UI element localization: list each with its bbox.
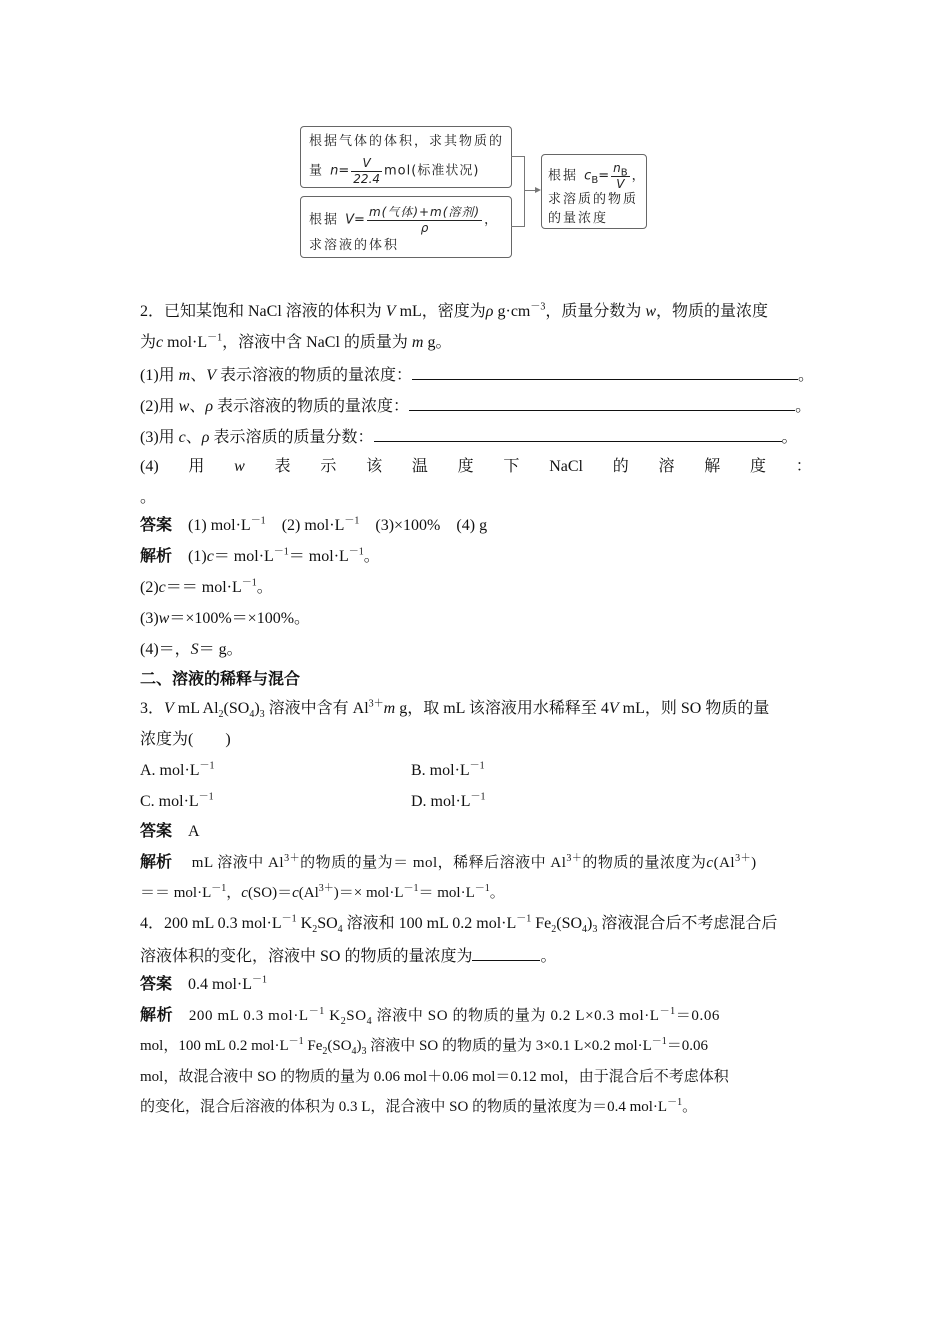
q3-option-c[interactable]: C. $mol\cdot L^{-1}$: [140, 791, 214, 810]
answer-blank-2[interactable]: [409, 394, 795, 411]
fraction-n-over-v: $\frac{n_B}{V}$: [613, 161, 628, 191]
q2-answer: 答案 (1) $mol\cdot L^{-1}$ (2) $mol\cdot L^{-1}$ (3)×100% (4) g: [140, 515, 488, 534]
answer-blank-4[interactable]: [472, 944, 540, 961]
q2-analysis-4: (4)＝，S＝ g。: [140, 641, 243, 658]
connector-line-top: [511, 156, 524, 157]
q2-part1: (1)用 m、V 表示溶液的物质的量浓度： 。: [140, 363, 830, 387]
q2-analysis-3: (3)w＝×100%＝×100%。: [140, 610, 311, 627]
section-heading: 二、溶液的稀释与混合: [140, 671, 301, 688]
connector-line-bottom: [511, 226, 524, 227]
q4-analysis-3: mol，故混合液中 SO 的物质的量为 0.06 mol＋0.06 mol＝0.12 mol，由于混合后不考虑体积: [140, 1069, 729, 1085]
q2-analysis-1: 解析 $(1)c= mol\cdot L^{-1}= mol\cdot L^{-1}$。: [140, 546, 380, 565]
q3-option-a[interactable]: A. $mol\cdot L^{-1}$: [140, 760, 215, 779]
q2-part4-end: 。: [140, 489, 157, 506]
box1-formula: 量 n= $\frac{V}{22.4}$ mol(标准状况): [309, 156, 480, 186]
q2-part4: (4) 用 w 表 示 该 温 度 下 NaCl 的 溶 解 度 ：: [140, 458, 812, 475]
q4-analysis-1: 解析 200 mL 0.3 $mol\cdot L^{-1}$ $K_2SO_4$ 溶液中 SO 的物质的量为 0.2 L×0.3 $mol\cdot L^{-1}=0.06$: [140, 1006, 721, 1027]
q4-answer: 答案 0.4 $mol\cdot L^{-1}$: [140, 974, 268, 993]
q3-option-b[interactable]: B. $mol\cdot L^{-1}$: [411, 760, 485, 779]
box2-line2: 求溶液的体积: [309, 238, 400, 253]
box2-formula: 根据 V= $\frac{\text{m(气体)+m(溶剂)}}{\rho}$ ，: [309, 205, 500, 235]
diagram-box-solution-volume: [300, 196, 512, 258]
box3-formula: 根据 $c_B=$ $\frac{n_B}{V}$ ，: [548, 161, 647, 191]
q4-analysis-2: mol，100 mL 0.2 $mol\cdot L^{-1}$ $Fe_2(SO_4)_3$ 溶液中 SO 的物质的量为 3×0.1 L×0.2 $mol\cdot L^{-1}=0.06$: [140, 1036, 709, 1057]
q2-line2: 为c $mol\cdot L^{-1}$，溶液中含 NaCl 的质量为 m g。: [140, 332, 452, 351]
q2-part3: (3)用 c、ρ 表示溶质的质量分数： 。: [140, 425, 812, 449]
q2-analysis-2: $(2)c== mol\cdot L^{-1}$。: [140, 577, 273, 596]
q3-option-d[interactable]: D. $mol\cdot L^{-1}$: [411, 791, 486, 810]
q3-line2: 浓度为( ): [140, 731, 231, 748]
q2-part2: (2)用 w、ρ 表示溶液的物质的量浓度： 。: [140, 394, 830, 418]
diagram-box-gas-volume: [300, 126, 512, 188]
q3-answer: 答案 A: [140, 823, 200, 840]
diagram-box-concentration: [541, 154, 647, 229]
answer-blank-3[interactable]: [374, 425, 782, 442]
box3-line2: 求溶质的物质: [548, 192, 639, 207]
q4-line1: 4．200 mL 0.3 $mol\cdot L^{-1}$ $K_2SO_4$ 溶液和 100 mL 0.2 $mol\cdot L^{-1}$ $Fe_2(SO_4)_3$ 溶液混合后不考虑混合后: [140, 913, 778, 936]
q2-line1: 2．已知某饱和 NaCl 溶液的体积为 V mL，密度为ρ $g\cdot cm^{-3}$，质量分数为 w，物质的量浓度: [140, 301, 769, 320]
q3-analysis-1: 解析 mL 溶液中 $Al^{3+}$的物质的量为＝ mol，稀释后溶液中 $Al^{3+}$的物质的量浓度为$c(Al^{3+})$: [140, 853, 757, 871]
q3-analysis-2: ＝＝ $mol\cdot L^{-1}$，$c(SO)=c(Al^{3+})=\times mol\cdot L^{-1}= mol\cdot L^{-1}$。: [140, 883, 505, 901]
box3-line3: 的量浓度: [548, 211, 609, 226]
q4-line2: 溶液体积的变化，溶液中 SO 的物质的量浓度为 。: [140, 944, 812, 968]
connector-line-vertical: [524, 156, 525, 227]
box1-line1: 根据气体的体积，求其物质的: [309, 134, 505, 149]
q4-analysis-4: 的变化，混合后溶液的体积为 0.3 L，混合液中 SO 的物质的量浓度为＝0.4 $mol\cdot L^{-1}$。: [140, 1097, 698, 1115]
fraction-mass-over-density: $\frac{\text{m(气体)+m(溶剂)}}{\rho}$: [368, 205, 481, 235]
fraction-v-over-22-4: $\frac{V}{22.4}$: [353, 156, 381, 186]
answer-blank-1[interactable]: [412, 363, 798, 380]
q3-line1: 3．V mL $Al_2(SO_4)_3$ 溶液中含有 $Al^{3+}m$ g，取 mL 该溶液用水稀释至 4V mL，则 SO 物质的量: [140, 698, 770, 721]
